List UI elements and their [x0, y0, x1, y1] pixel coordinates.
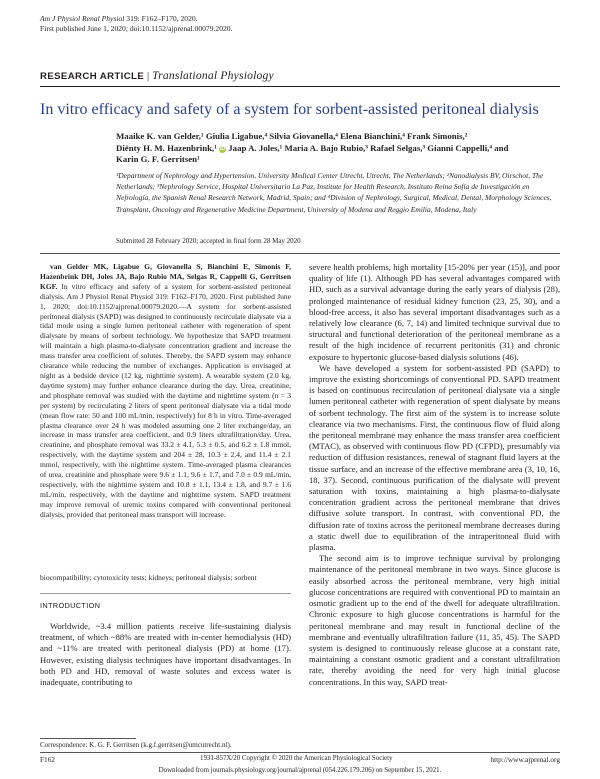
section-heading-introduction: INTRODUCTION: [40, 601, 101, 610]
keywords: biocompatibility; cytotoxicity tests; kidneys; peritoneal dialysis; sorbent: [40, 573, 257, 582]
introduction-text: Worldwide, ~3.4 million patients receive life-sustaining dialysis treatment, of which ~88% are treated with in-center hemodialysis (HD) and ~11% are treated with peritoneal dialysis (PD) at home (17). However, existing dialysis techniques have important disadvantages. In both PD and HD, removal of waste solutes and excess water is inadequate, contributing to: [40, 621, 291, 688]
journal-link[interactable]: http://www.ajprenal.org: [490, 755, 560, 764]
paragraph: The second aim is to improve technique survival by prolonging maintenance of the peritoneal membrane in two ways. Since glucose is easily absorbed across the peritoneal membrane, very high initial glucose concentrations are required with conventional PD to maintain an osmotic gradient up to the end of the dwell for adequate ultrafiltration. Chronic exposure to high glucose concentrations is harmful for the peritoneal membrane and may result in functional decline of the membrane and eventually ultrafiltration failure (11, 35, 45). The SAPD system is designed to continuously release glucose at a constant rate, maintaining a constant osmotic gradient and a constant ultrafiltration rate, thereby avoiding the need for very high initial glucose concentrations. In this way, SAPD treat-: [309, 553, 560, 687]
article-subtype: Translational Physiology: [152, 69, 274, 82]
right-column: [309, 262, 560, 688]
copyright: 1931-857X/20 Copyright © 2020 the American Physiological Society: [200, 755, 393, 762]
journal-name: Am J Physiol Renal Physiol: [40, 14, 125, 23]
page-title: In vitro efficacy and safety of a system for sorbent-assisted peritoneal dialysis: [40, 101, 539, 118]
divider: [40, 253, 560, 254]
author-first: Maaike K. van Gelder,: [116, 131, 201, 141]
abstract-citation-authors: van Gelder MK, Ligabue G, Giovanella S, Bianchini E, Simonis F, Hazenbrink DH, Joles JA, Bajo Rubio MA, Selgas R, Cappelli G, Gerritsen KGF.: [40, 262, 291, 291]
download-notice: Downloaded from journals.physiology.org/journal/ajprenal (054.226.179.206) on September 15, 2021.: [158, 767, 442, 774]
divider: [40, 593, 291, 594]
article-section: [40, 69, 274, 82]
divider: [40, 752, 560, 753]
divider: [40, 86, 560, 87]
published-line: First published June 1, 2020; doi:10.1152/ajprenal.00079.2020.: [40, 24, 233, 33]
author-list: Maaike K. van Gelder,¹ Giulia Ligabue,⁴ Silvia Giovanella,⁴ Elena Bianchini,⁴ Frank Simonis,² Diënty H. M. Hazenbrink,¹ iD Jaap A. Joles,¹ Maria A. Bajo Rubio,³ Rafael Selgas,³ Gianni Cappelli,⁴ and Karin G. F. Gerritsen¹: [116, 131, 509, 165]
abstract: [40, 262, 291, 520]
journal-citation: 319: F162–F170, 2020.: [126, 14, 198, 23]
paragraph: We have developed a system for sorbent-assisted PD (SAPD) to improve the existing shortcomings of conventional PD. SAPD treatment is based on continuous recirculation of peritoneal dialysate via a single lumen peritoneal catheter with regeneration of spent dialysate by means of sorbent technology. The first aim of the system is to increase solute clearance via two mechanisms. First, the continuous flow of fluid along the peritoneal membrane may enhance the mass transfer area coefficient (MTAC), as observed with continuous flow PD (CFPD), presumably via reduction of diffusion resistances, renewal of stagnant fluid layers at the tissue surface, and an increase of the effective membrane area (3, 10, 16, 18, 37). Second, continuous purification of the dialysate will prevent saturation with toxins, maintaining a high plasma-to-dialysate concentration gradient across the peritoneal membrane that drives diffusive solute transport. In contrast, with conventional PD, the diffusion rate of toxins across the peritoneal membrane decreases during a static dwell due to equilibration of the intraperitoneal fluid with plasma.: [309, 362, 560, 553]
submission-dates: Submitted 28 February 2020; accepted in final form 28 May 2020: [116, 237, 301, 245]
page-number: F162: [40, 755, 56, 764]
section-separator: |: [146, 71, 150, 82]
journal-header: [40, 14, 233, 34]
orcid-icon[interactable]: iD: [220, 145, 226, 152]
abstract-text: In vitro efficacy and safety of a system for sorbent-assisted peritoneal dialysis. Am J Physiol Renal Physiol 319: F162–F170, 2020. First published June 1, 2020; doi:10.1152/ajprenal.00079.2020.—A system for sorbent-assisted peritoneal dialysis (SAPD) was designed to continuously recirculate dialysate via a tidal mode using a single lumen peritoneal catheter with regeneration of spent dialysate by means of sorbent technology. We hypothesize that SAPD treatment will maintain a high plasma-to-dialysate concentration gradient and increase the mass transfer area coefficient of solutes. Thereby, the SAPD system may enhance clearance while reducing the number of exchanges. Application is envisaged at night as a bedside device (12 kg, nighttime system). A wearable system (2.0 kg, daytime system) may further enhance clearance during the day. Urea, creatinine, and phosphate removal was studied with the daytime and nighttime system (n = 3 per system) by recirculating 2 liters of spent peritoneal dialysate via a tidal mode (mean flow rate: 50 and 100 mL/min, respectively) for 8 h in vitro. Time-averaged plasma clearance over 24 h was modeled assuming one 2 liter exchange/day, an increase in mass transfer area coefficient, and 0.9 liters ultrafiltration/day. Urea, creatinine, and phosphate removal was 33.2 ± 4.1, 5.3 ± 0.5, and 6.2 ± 1.8 mmol, respectively, with the daytime system and 204 ± 28, 10.3 ± 2.4, and 11.4 ± 2.1 mmol, respectively, with the nighttime system. Time-averaged plasma clearances of urea, creatinine and phosphate were 9.6 ± 1.1, 9.6 ± 1.7, and 7.0 ± 0.9 mL/min, respectively, with the nighttime system and 10.8 ± 1.1, 13.4 ± 1.8, and 9.7 ± 1.6 mL/min, respectively, with the daytime and nighttime system. SAPD treatment may improve removal of uremic toxins compared with conventional peritoneal dialysis, provided that peritoneal mass transport will increase.: [40, 281, 292, 519]
divider: [40, 738, 136, 739]
article-type: RESEARCH ARTICLE: [40, 71, 145, 82]
paragraph: severe health problems, high mortality [15-20% per year (15)], and poor quality of life (1). Although PD has several advantages compared with HD, such as a survival advantage during the early years of dialysis (28), prolonged maintenance of residual kidney function (23, 25, 30), and a blood-free access, it also has several important disadvantages such as a relatively low clearance (6, 7, 14) and limited technique survival due to structural and functional deterioration of the peritoneal membrane as a result of the high incidence of recurrent peritonitis (31) and chronic exposure to hypertonic glucose-based dialysis solutions (46).: [309, 262, 560, 362]
affiliations: ¹Department of Nephrology and Hypertension, University Medical Center Utrecht, Utrecht, The Netherlands; ²Nanodialysis BV, Oirschot, The Netherlands; ³Nephrology Service, Hospital Universitario La Paz, Institute for Health Research, Instituto Reina Sofía de Investigación en Nefrología, the Spanish Renal Research Network, Madrid, Spain; and ⁴Division of Nephrology, Surgical, Medical, Dental, Morphology Sciences, Transplant, Oncology and Regenerative Medicine Department, University of Modena and Reggio Emilia, Modena, Italy: [116, 171, 552, 214]
correspondence: Correspondence: K. G. F. Gerritsen (k.g.f.gerritsen@umcutrecht.nl).: [40, 741, 232, 749]
